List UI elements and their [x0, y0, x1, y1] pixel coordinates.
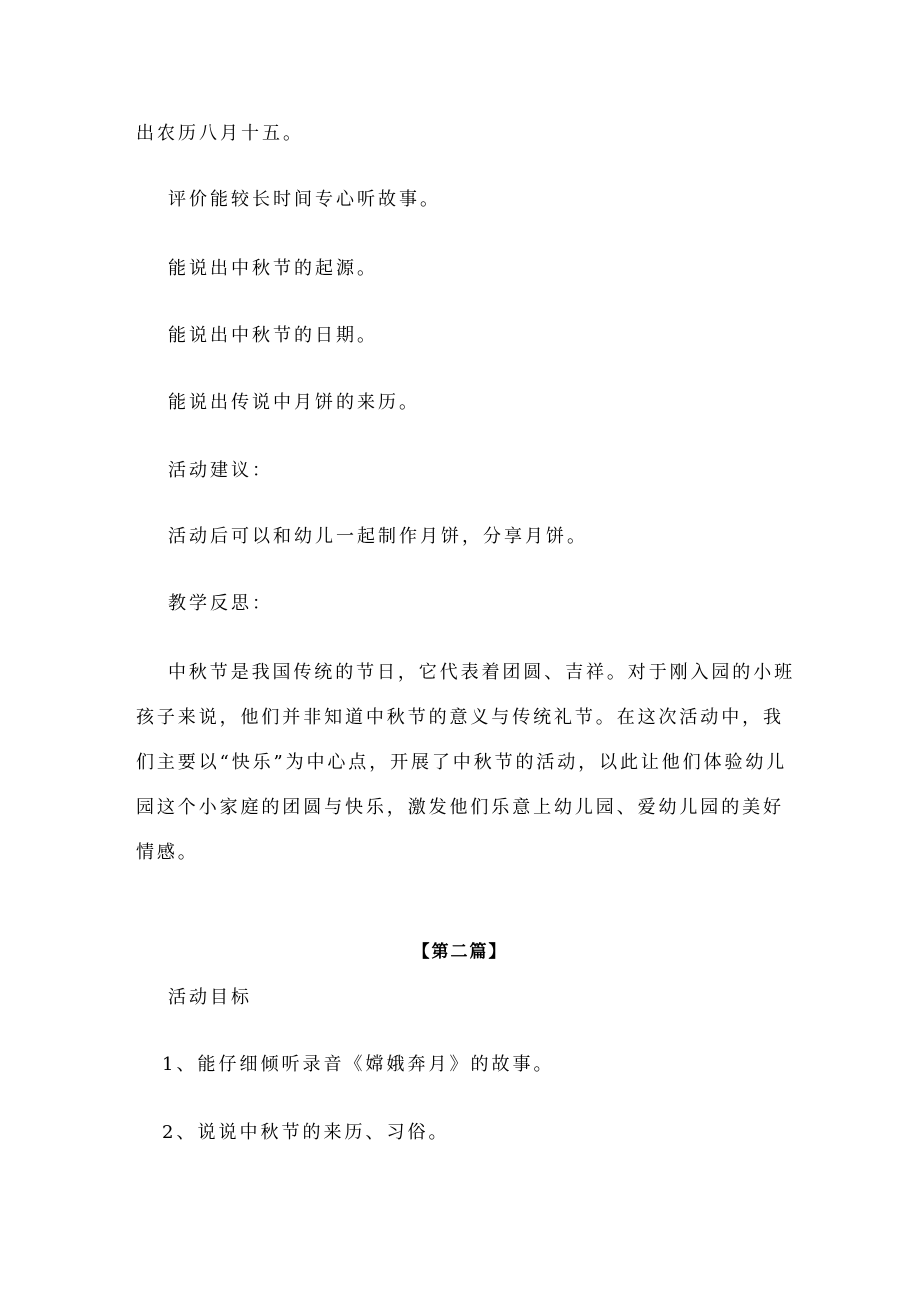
reflection-paragraph: 中秋节是我国传统的节日，它代表着团圆、吉祥。对于刚入园的小班孩子来说，他们并非知道中秋节的意义与传统礼节。在这次活动中，我们主要以“快乐”为中心点，开展了中秋节的活动，以此让他们体验幼儿园这个小家庭的团圆与快乐，激发他们乐意上幼儿园、爱幼儿园的美好情感。 [136, 662, 795, 863]
evaluation-item: 能说出传说中月饼的来历。 [168, 392, 420, 413]
intro-line: 出农历八月十五。 [136, 123, 304, 144]
evaluation-item: 能说出中秋节的日期。 [168, 325, 378, 346]
suggestion-text: 活动后可以和幼儿一起制作月饼，分享月饼。 [168, 526, 588, 547]
goal-item: 1、能仔细倾听录音《嫦娥奔月》的故事。 [162, 1054, 555, 1075]
evaluation-item: 评价能较长时间专心听故事。 [168, 189, 441, 210]
goals-heading: 活动目标 [168, 987, 252, 1008]
section-title: 【第二篇】 [412, 942, 508, 962]
goal-item: 2、说说中秋节的来历、习俗。 [162, 1122, 450, 1143]
suggestion-heading: 活动建议： [168, 460, 273, 481]
evaluation-item: 能说出中秋节的起源。 [168, 258, 378, 279]
reflection-heading: 教学反思： [168, 593, 273, 614]
